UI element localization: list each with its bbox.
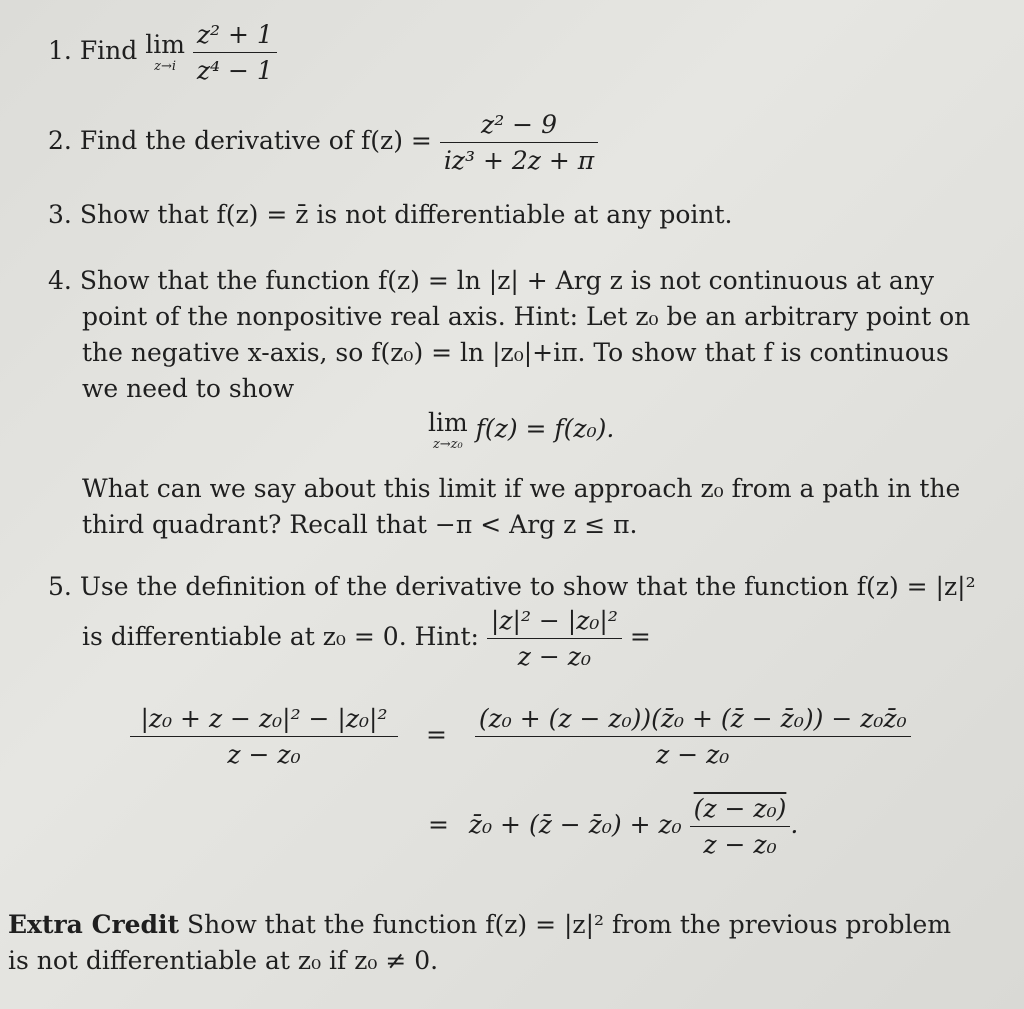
hint-equals: = xyxy=(629,622,651,651)
problem-5-number: 5. xyxy=(48,572,72,601)
row-1-right-numerator: (z₀ + (z − z₀))(z̄₀ + (z̄ − z̄₀)) − z₀z̄₀ xyxy=(478,704,907,733)
problem-4-after-2: third quadrant? Recall that −π < Arg z ≤ π. xyxy=(82,510,638,539)
row-2-period: . xyxy=(790,810,799,839)
problem-3-text: Show that f(z) = z̄ is not differentiable at any point. xyxy=(79,200,733,229)
problem-2-number: 2. xyxy=(48,126,72,155)
extra-credit-label: Extra Credit xyxy=(8,910,180,939)
problem-1-denominator: z⁴ − 1 xyxy=(196,56,273,85)
extra-credit-text-1: Show that the function f(z) = |z|² from the previous problem xyxy=(187,910,952,939)
problem-1-text: Find xyxy=(79,36,138,65)
row-1-right-fraction xyxy=(475,704,911,769)
problem-1-number: 1. xyxy=(48,36,72,65)
extra-credit-line-2: is not differentiable at z₀ if z₀ ≠ 0. xyxy=(8,946,439,975)
problem-4-text-1: Show that the function f(z) = ln |z| + Arg z is not continuous at any xyxy=(79,266,934,295)
problem-4-display-limit xyxy=(428,410,614,451)
problem-4-line-1 xyxy=(48,266,934,295)
row-2-equals: = xyxy=(428,810,449,839)
fraction-bar xyxy=(475,736,911,737)
problem-2-text: Find the derivative of f(z) = xyxy=(79,126,432,155)
fraction-bar xyxy=(690,826,791,827)
problem-1 xyxy=(48,20,277,85)
problem-5-line-2 xyxy=(82,606,651,671)
hint-numerator: |z|² − |z₀|² xyxy=(490,606,618,635)
row-1-left-denominator: z − z₀ xyxy=(227,740,301,769)
problem-2-numerator: z² − 9 xyxy=(481,110,557,139)
fraction-bar xyxy=(440,142,598,143)
row-2-numerator: (z − z₀) xyxy=(693,794,787,823)
derivation-row-1 xyxy=(130,704,911,769)
extra-credit-line-1 xyxy=(8,910,951,939)
problem-4-line-2: point of the nonpositive real axis. Hint: Let z₀ be an arbitrary point on xyxy=(82,302,971,331)
row-1-right-denominator: z − z₀ xyxy=(656,740,730,769)
problem-5-text-2: is differentiable at z₀ = 0. Hint: xyxy=(82,622,479,651)
problem-1-numerator: z² + 1 xyxy=(196,20,273,49)
row-1-left-numerator: |z₀ + z − z₀|² − |z₀|² xyxy=(140,704,388,733)
problem-1-limit xyxy=(145,32,185,73)
problem-5-text-1: Use the definition of the derivative to show that the function f(z) = |z|² xyxy=(79,572,976,601)
problem-2-denominator: iz³ + 2z + π xyxy=(443,146,595,175)
row-1-equals: = xyxy=(425,720,447,749)
problem-4-number: 4. xyxy=(48,266,72,295)
lim-label: lim xyxy=(428,408,468,437)
problem-5-hint-fraction xyxy=(487,606,622,671)
row-2-fraction xyxy=(690,794,791,859)
problem-2 xyxy=(48,110,598,175)
problem-4-line-3: the negative x-axis, so f(z₀) = ln |z₀|+iπ. To show that f is continuous xyxy=(82,338,949,367)
fraction-bar xyxy=(193,52,277,53)
problem-3-number: 3. xyxy=(48,200,72,229)
problem-4-display-eq: f(z) = f(z₀). xyxy=(475,414,615,443)
lim-label: lim xyxy=(145,30,185,59)
problem-2-fraction xyxy=(440,110,598,175)
problem-4-after-1: What can we say about this limit if we approach z₀ from a path in the xyxy=(82,474,961,503)
problem-3 xyxy=(48,200,733,229)
derivation-row-2 xyxy=(428,794,798,859)
row-1-left-fraction xyxy=(130,704,398,769)
lim-subscript: z→i xyxy=(154,59,177,74)
lim-subscript: z→z₀ xyxy=(432,437,463,452)
row-2-terms: z̄₀ + (z̄ − z̄₀) + z₀ xyxy=(468,810,682,839)
row-2-denominator: z − z₀ xyxy=(703,830,777,859)
problem-5-line-1 xyxy=(48,572,976,601)
problem-4-line-4: we need to show xyxy=(82,374,295,403)
problem-1-fraction xyxy=(193,20,277,85)
hint-denominator: z − z₀ xyxy=(517,642,591,671)
fraction-bar xyxy=(487,638,622,639)
problem-4-limit xyxy=(428,410,468,451)
fraction-bar xyxy=(130,736,398,737)
